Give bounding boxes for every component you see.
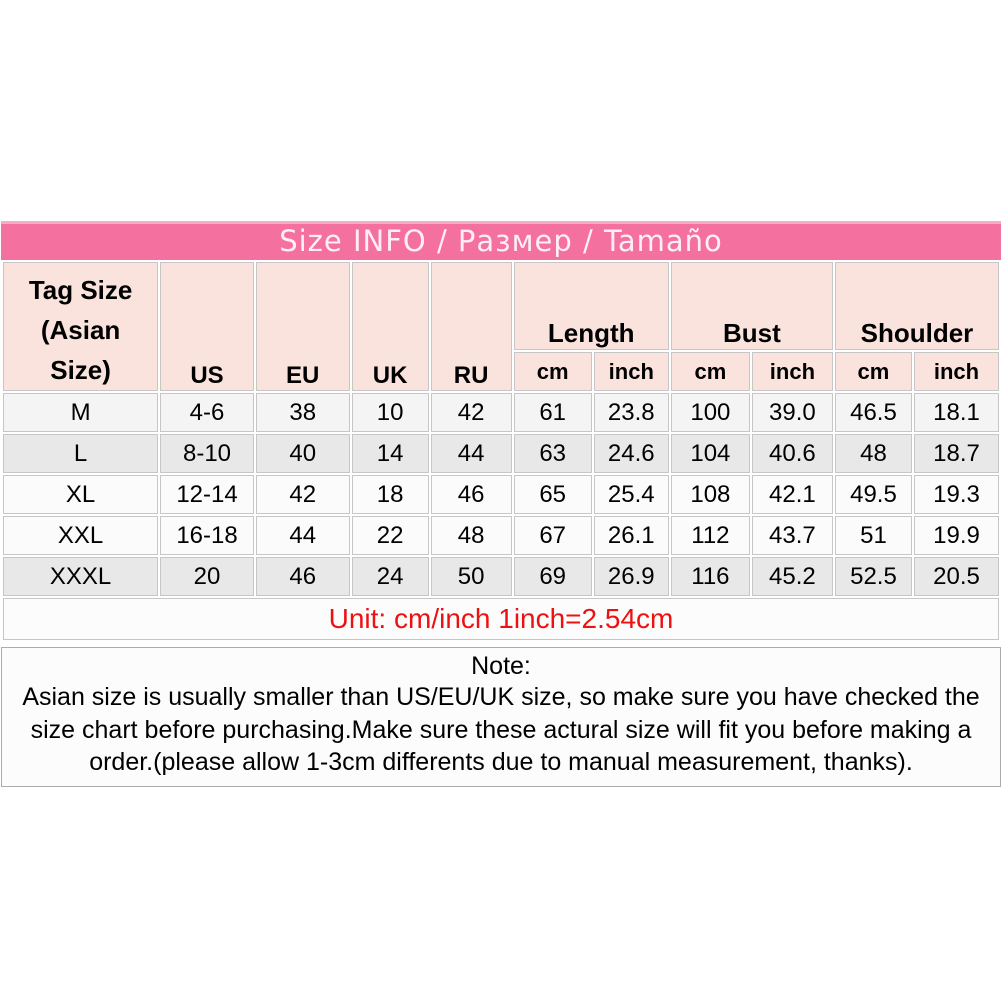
value-cell: 18.1 (914, 393, 999, 432)
table-row (3, 557, 999, 596)
value-cell: 19.9 (914, 516, 999, 555)
value-cell: 4-6 (160, 393, 254, 432)
value-cell: 14 (352, 434, 429, 473)
unit-note-row (3, 598, 999, 640)
value-cell: 61 (514, 393, 592, 432)
value-cell: 49.5 (835, 475, 912, 514)
value-cell: 26.1 (594, 516, 669, 555)
table-row (3, 475, 999, 514)
value-cell: 100 (671, 393, 750, 432)
value-cell: 40.6 (752, 434, 833, 473)
value-cell: 42.1 (752, 475, 833, 514)
row-label-cell: M (3, 393, 158, 432)
banner-title: Size INFO / Размер / Tamaño (279, 223, 723, 258)
value-cell: 24 (352, 557, 429, 596)
value-cell: 46 (256, 557, 350, 596)
table-row (3, 393, 999, 432)
unit-header-shoulder-inch: inch (914, 352, 999, 391)
value-cell: 48 (431, 516, 512, 555)
value-cell: 42 (256, 475, 350, 514)
value-cell: 26.9 (594, 557, 669, 596)
note-line: Asian size is usually smaller than US/EU/UK size, so make sure you have checked the (22, 683, 980, 711)
col-header-ru: RU (431, 262, 512, 391)
value-cell: 108 (671, 475, 750, 514)
value-cell: 25.4 (594, 475, 669, 514)
header-row-groups (3, 262, 999, 350)
col-header-uk: UK (352, 262, 429, 391)
value-cell: 44 (256, 516, 350, 555)
value-cell: 50 (431, 557, 512, 596)
group-header-shoulder: Shoulder (835, 262, 999, 350)
value-cell: 63 (514, 434, 592, 473)
value-cell: 10 (352, 393, 429, 432)
value-cell: 112 (671, 516, 750, 555)
unit-header-shoulder-cm: cm (835, 352, 912, 391)
col-header-us: US (160, 262, 254, 391)
value-cell: 24.6 (594, 434, 669, 473)
unit-header-length-inch: inch (594, 352, 669, 391)
tag-size-line: Tag Size (28, 275, 133, 305)
value-cell: 65 (514, 475, 592, 514)
value-cell: 38 (256, 393, 350, 432)
size-table (1, 260, 1001, 642)
group-header-length: Length (514, 262, 669, 350)
value-cell: 43.7 (752, 516, 833, 555)
value-cell: 20.5 (914, 557, 999, 596)
value-cell: 20 (160, 557, 254, 596)
row-label-cell: XL (3, 475, 158, 514)
unit-header-bust-inch: inch (752, 352, 833, 391)
value-cell: 22 (352, 516, 429, 555)
value-cell: 42 (431, 393, 512, 432)
unit-header-length-cm: cm (514, 352, 592, 391)
size-chart (1, 221, 1001, 787)
value-cell: 40 (256, 434, 350, 473)
value-cell: 8-10 (160, 434, 254, 473)
note-line: size chart before purchasing.Make sure these actural size will fit you before making a (30, 715, 972, 744)
value-cell: 52.5 (835, 557, 912, 596)
value-cell: 19.3 (914, 475, 999, 514)
value-cell: 39.0 (752, 393, 833, 432)
value-cell: 23.8 (594, 393, 669, 432)
size-info-banner (1, 221, 1001, 260)
value-cell: 44 (431, 434, 512, 473)
tag-size-line: (Asian (40, 315, 121, 345)
value-cell: 46.5 (835, 393, 912, 432)
table-row (3, 434, 999, 473)
value-cell: 51 (835, 516, 912, 555)
corner-header-cell (3, 262, 158, 391)
value-cell: 12-14 (160, 475, 254, 514)
value-cell: 69 (514, 557, 592, 596)
value-cell: 46 (431, 475, 512, 514)
row-label-cell: XXL (3, 516, 158, 555)
unit-header-bust-cm: cm (671, 352, 750, 391)
value-cell: 16-18 (160, 516, 254, 555)
col-header-eu: EU (256, 262, 350, 391)
value-cell: 18.7 (914, 434, 999, 473)
value-cell: 116 (671, 557, 750, 596)
row-label-cell: L (3, 434, 158, 473)
group-header-bust: Bust (671, 262, 833, 350)
table-row (3, 516, 999, 555)
value-cell: 67 (514, 516, 592, 555)
value-cell: 18 (352, 475, 429, 514)
row-label-cell: XXXL (3, 557, 158, 596)
tag-size-line: Size) (50, 355, 111, 385)
note-box (1, 647, 1001, 787)
value-cell: 104 (671, 434, 750, 473)
value-cell: 45.2 (752, 557, 833, 596)
note-line: order.(please allow 1-3cm differents due to manual measurement, thanks). (89, 748, 913, 776)
value-cell: 48 (835, 434, 912, 473)
unit-note: Unit: cm/inch 1inch=2.54cm (3, 598, 999, 640)
note-heading: Note: (471, 652, 531, 680)
